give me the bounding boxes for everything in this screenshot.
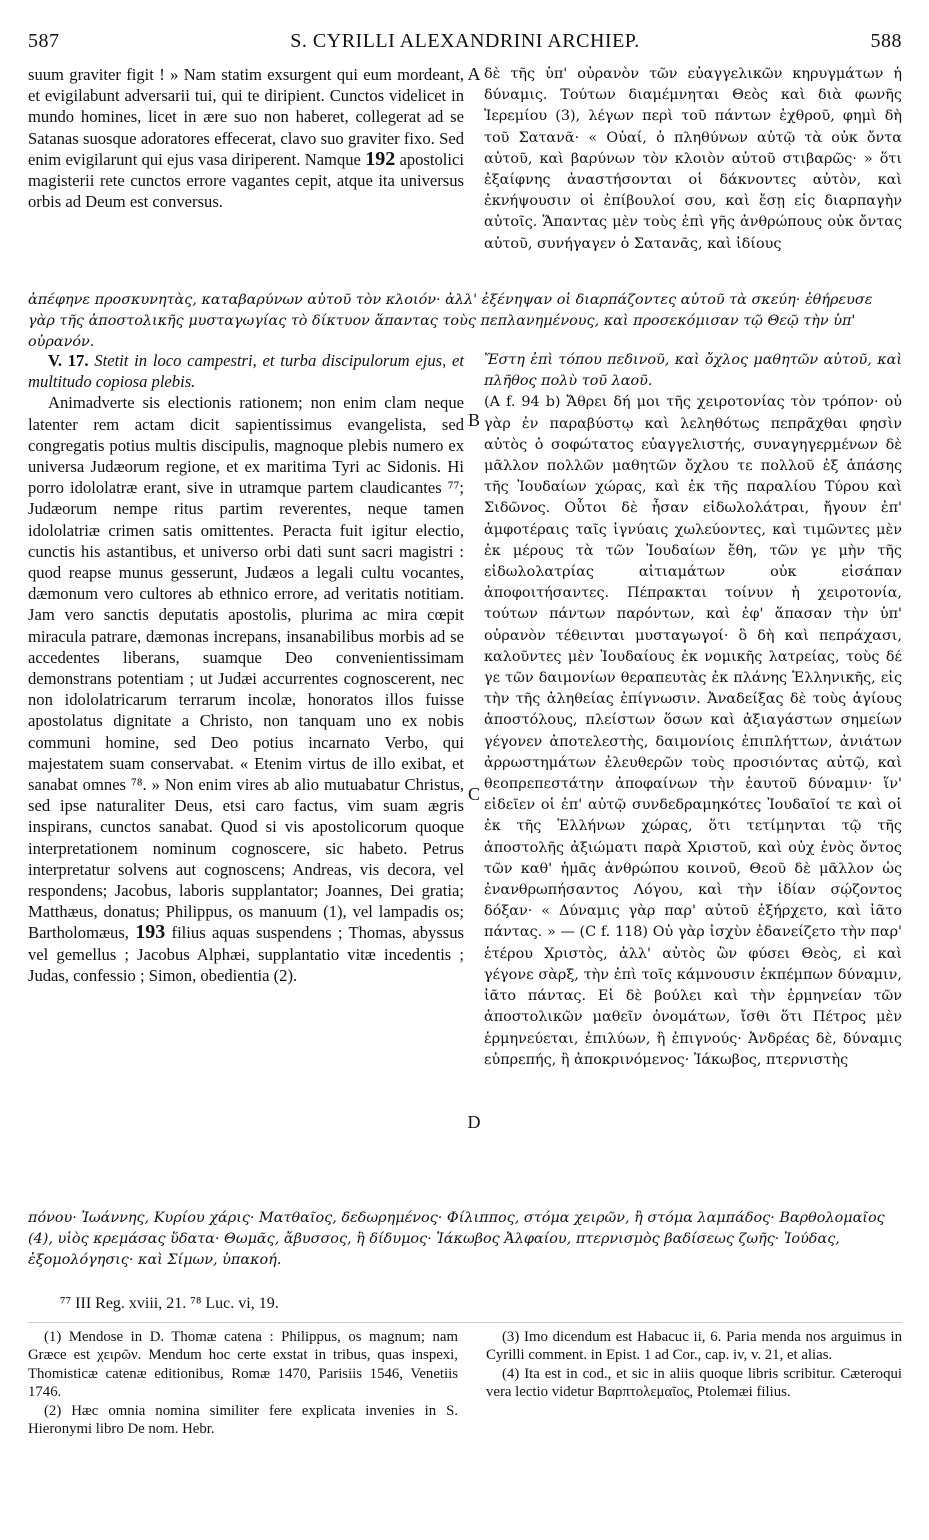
latin-text-2b: filius aquas suspendens ; Thomas, abyssus vel gemellus ; Jacobus Alphæi, supplantatio vitæ incedentis ; Judas, confessio ; Simon, obedientia (2). [28, 923, 464, 985]
greek-column-1 [484, 64, 902, 255]
block-one [28, 64, 902, 289]
footnote-divider [28, 1322, 902, 1323]
running-title: S. CYRILLI ALEXANDRINI ARCHIEP. [290, 30, 640, 52]
greek-fullwidth-1-text: ἀπέφηνε προσκυνητὰς, καταβαρύνων αὐτοῦ τὸν κλοιόν· ἀλλ' ἐξένηψαν οἱ διαρπάζοντες αὐτοῦ τὰ σκεύη· ἐθήρευσε γὰρ τῆς ἀποστολικῆς μυσταγωγίας τὸ δίκτυον ἅπαντας τοὺς πεπλανημένους, καὶ προσεκόμισαν τῷ Θεῷ τὴν ὑπ' οὐρανόν. [28, 292, 873, 350]
margin-marker-d: D [467, 1112, 481, 1132]
column-number-193: 193 [135, 921, 166, 944]
latin-commentary [28, 392, 464, 986]
latin-text-1b: apostolici magisterii rete cunctos errore vagantes cepit, atque ita universus orbis ad Deum est conversus. [28, 149, 464, 212]
footnote-2: (2) Hæc omnia nomina similiter fere explicata invenies in S. Hieronymi libro De nom. Hebr. [28, 1402, 458, 1438]
footnote-4: (4) Ita est in cod., et sic in aliis quoque libris scribitur. Cæteroqui vera lectio videtur Βαρπτολεμαῖος, Ptolemæi filius. [486, 1365, 902, 1401]
margin-marker-a: A [467, 64, 481, 84]
verse-latin-text: Stetit in loco campestri, et turba discipulorum ejus, et multitudo copiosa plebis. [28, 351, 464, 392]
verse-number: V. 17. [48, 351, 89, 370]
greek-text-2: (A f. 94 b) Ἄθρει δή μοι τῆς χειροτονίας τὸν τρόπον· οὐ γὰρ ἐν παραβύστῳ καὶ λεληθότως πεπρᾶχθαι φησὶν αὐτὸς ὁ σοφώτατος εὐαγγελιστής, συναγηγερμένων δὲ μᾶλλον πολλῶν μαθητῶν ὄχλου τε πολλοῦ ἐξ ἁπάσης τῆς Ἰουδαίων χώρας, καὶ ἐκ τῆς παραλίου Τύρου καὶ Σιδῶνος. Οὗτοι δὲ ἦσαν εἰδωλολάτραι, ἤγουν ἐπ' ἀμφοτέραις ταῖς ἰγνύαις χωλεύοντες, καὶ τιμῶντες μὲν ἐκ μέρους τὰ τῶν Ἰουδαίων ἔθη, τῶν γε μὴν τῆς εἰδωλολατρίας αἰτιαμάτων οὐκ εἰσάπαν ἀποφοιτήσαντες. Πέπρακται τοίνυν ἡ χειροτονία, τούτων πάντων παρόντων, καὶ ἐφ' ἅπασαν τὴν ὑπ' οὐρανὸν τέθεινται μυσταγωγοί· ὃ δὴ καὶ πεπράχασι, καλοῦντες μὲν Ἰουδαίους ἐκ νομικῆς λατρείας, τοὺς δέ γε τῶν δαιμονίων θεραπευτὰς ἐκ πλάνης Ἑλληνικῆς, εἰς τὴν τῆς ἀληθείας ἐπίγνωσιν. Ἀναδείξας δὲ τοὺς ἁγίους ἀποστόλους, πλείστων ὅσων καὶ ἀξιαγάστων σημείων γέγονεν ἀποτελεστὴς, δαιμονίοις ἐπιπλήττων, ἀνιάτων ἀρρωστημάτων ἐλευθερῶν τοὺς προσιόντας αὐτῷ, καὶ θεοπρεπεστάτην ἀποφαίνων τὴν ἑαυτοῦ δύναμιν· ἵν' εἰδεῖεν οἱ ἐπ' αὐτῷ συνδεδραμηκότες Ἰουδαῖοί τε καὶ οἱ ἐκ τῆς Ἑλλήνων χώρας, ὅτι τετίμηνται τῷ τῆς ἀποστολῆς ἀξιώματι παρὰ Χριστοῦ, καὶ οὐχ ἑνὸς ὄντος τῶν καθ' ἡμᾶς ἀνθρώπου κοινοῦ, Θεοῦ δὲ μᾶλλον ὡς ἐνανθρωπήσαντος Λόγου, καὶ τὴν ἰδίαν σῴζοντος δόξαν· « Δύναμις γὰρ παρ' αὐτοῦ ἐξήρχετο, καὶ ἰᾶτο πάντας. » — (C f. 118) Οὐ γὰρ ἰσχὺν ἐδανείζετο τὴν παρ' ἑτέρου Χριστὸς, ἀλλ' αὐτὸς ὢν φύσει Θεὸς, εἰ καὶ γέγονε σὰρξ, τὴν ἐπὶ τοῖς κάμνουσιν ἐκπέμπων δύναμιν, ἰᾶτο πάντας. Εἰ δὲ βούλει καὶ τὴν ἑρμηνείαν τῶν ἀποστολικῶν μαθεῖν ὀνομάτων, ἴσθι ὅτι Πέτρος μὲν ἑρμηνεύεται, ἐπιλύων, ἢ ἐπιγνούς· Ἀνδρέας δὲ, δύναμις εὐπρεπής, ἢ ἀποκρινόμενος· Ἰάκωβος, πτερνιστὴς [484, 394, 902, 1068]
verse-greek: Ἔστη ἐπὶ τόπου πεδινοῦ, καὶ ὄχλος μαθητῶν αὐτοῦ, καὶ πλῆθος πολὺ τοῦ λαοῦ. [484, 352, 902, 390]
page-header [28, 30, 902, 60]
latin-text-2: Animadverte sis electionis rationem; non enim clam neque latenter rem actam dicit sapientissimus evangelista, sed congregatis potius multis discipulis, magnoque plebis numero ex universa Judæorum regione, et ex maritima Tyri ac Sidonis. Hi porro idololatræ erant, sive in utramque partem claudicantes ⁷⁷; Judæorum nempe ritus partim reverentes, neque tamen idololatriæ crimen satis omittentes. Peracta fuit igitur electio, cunctis his astantibus, et universo orbi dati sunt sacri magistri : quod reapse munus gesserunt, Judæos a legali cultu vocantes, dæmonum vero cultores ab ethnico errore, ad veritatis notitiam. Jam vero sanctis deputatis apostolis, plurima ac mira cœpit miracula patrare, dæmonas increpans, insanabilibus morbis ad se accedentes liberans, suamque Deo convenientissimam demonstrans potentiam ; ut Judæi accurrentes cognoscerent, nec non idololatricarum terrarum incolæ, honoratos illos fuisse apostolatus dignitate a Christo, non tanquam uno ex nobis communi homine, sed Deo potius incarnato Verbo, qui majestatem suam conservabat. « Etenim virtus de illo exibat, et sanabat omnes ⁷⁸. » Non enim vires ab alio mutuabatur Christus, sed ipse naturaliter Deus, etsi caro factus, vim suam ægris inspirans, cunctos sanabat. Quod si vis apostolicorum quoque interpretationem nominum cognoscere, sic habeto. Petrus interpretatur solvens aut cognoscens; Andreas, vis decora, vel respondens; Jacobus, laboris supplantator; Joannes, Dei gratia; Matthæus, donatus; Philippus, os manuum (1), vel lampadis os; Bartholomæus, [28, 393, 464, 943]
footnotes-left [28, 1328, 458, 1438]
page-number-left: 587 [28, 30, 60, 52]
latin-column-2 [28, 350, 464, 986]
margin-marker-b: B [467, 410, 480, 430]
footnote-1: (1) Mendose in D. Thomæ catena : Philippus, os magnum; nam Græce est χειρῶν. Mendum hoc certe exstat in tribus, quas inspexi, Thomisticæ catenæ editionibus, Romæ 1470, Parisiis 1546, Venetiis 1746. [28, 1329, 458, 1401]
latin-text-1: suum graviter figit ! » Nam statim exsurgent qui eum mordeant, et evigilabunt adversarii tui, qui te diripient. Cunctos videlicet in mundo homines, licet in ære suo non haberet, collegerat ad se Satanas suosque adoratores effecerat, clavo suo graviter fixo. Sed enim evigilarunt qui ejus vasa diriperent. Namque [28, 65, 464, 169]
greek-fullwidth-2-text: πόνου· Ἰωάννης, Κυρίου χάρις· Ματθαῖος, δεδωρημένος· Φίλιππος, στόμα χειρῶν, ἢ στόμα λαμπάδος· Βαρθολομαῖος (4), υἱὸς κρεμάσας ὕδατα· Θωμᾶς, ἄβυσσος, ἢ δίδυμος· Ἰάκωβος Ἀλφαίου, πτερνισμὸς βαδίσεως ζωῆς· Ἰούδας, ἐξομολόγησις· καὶ Σίμων, ὑπακοή. [28, 1210, 885, 1268]
verse-latin [28, 350, 464, 392]
margin-marker-c: C [467, 784, 480, 804]
scripture-references: ⁷⁷ III Reg. xviii, 21. ⁷⁸ Luc. vi, 19. [60, 1295, 279, 1312]
greek-column-2 [484, 350, 902, 1071]
column-number-192: 192 [365, 147, 396, 170]
block-two [28, 350, 902, 1195]
footnote-3: (3) Imo dicendum est Habacuc ii, 6. Paria menda nos arguimus in Cyrilli comment. in Epist. 1 ad Cor., cap. iv, v. 21, et alias. [486, 1329, 902, 1364]
footnotes [28, 1328, 902, 1508]
footnotes-right [486, 1328, 902, 1402]
latin-column-1 [28, 64, 464, 212]
greek-text-1: δὲ τῆς ὑπ' οὐρανὸν τῶν εὐαγγελικῶν κηρυγμάτων ἡ δύναμις. Τούτων διαμέμνηται Θεὸς καὶ διὰ φωνῆς Ἱερεμίου (3), λέγων περὶ τοῦ πάντων ἐχθροῦ, φημὶ δὴ τοῦ Σατανᾶ· « Οὐαί, ὁ πληθύνων αὐτῷ τὰ οὐκ ὄντα αὐτοῦ, καὶ βαρύνων τὸν κλοιὸν αὐτοῦ στιβαρῶς· » ὅτι ἐξαίφνης ἀναστήσονται οἱ δάκνοντες αὐτὸν, καὶ ἐκνήψουσιν οἱ ἐπίβουλοί σου, καὶ ἔσῃ εἰς διαρπαγὴν αὐτοῖς. Ἅπαντας μὲν τοὺς ἐπὶ γῆς ἀνθρώπους οὐκ ὄντας αὐτοῦ, συνήγαγεν ὁ Σατανᾶς, καὶ ἰδίους [484, 66, 902, 252]
greek-fullwidth-1 [28, 290, 902, 353]
page-number-right: 588 [870, 30, 902, 52]
greek-fullwidth-2 [28, 1208, 902, 1271]
